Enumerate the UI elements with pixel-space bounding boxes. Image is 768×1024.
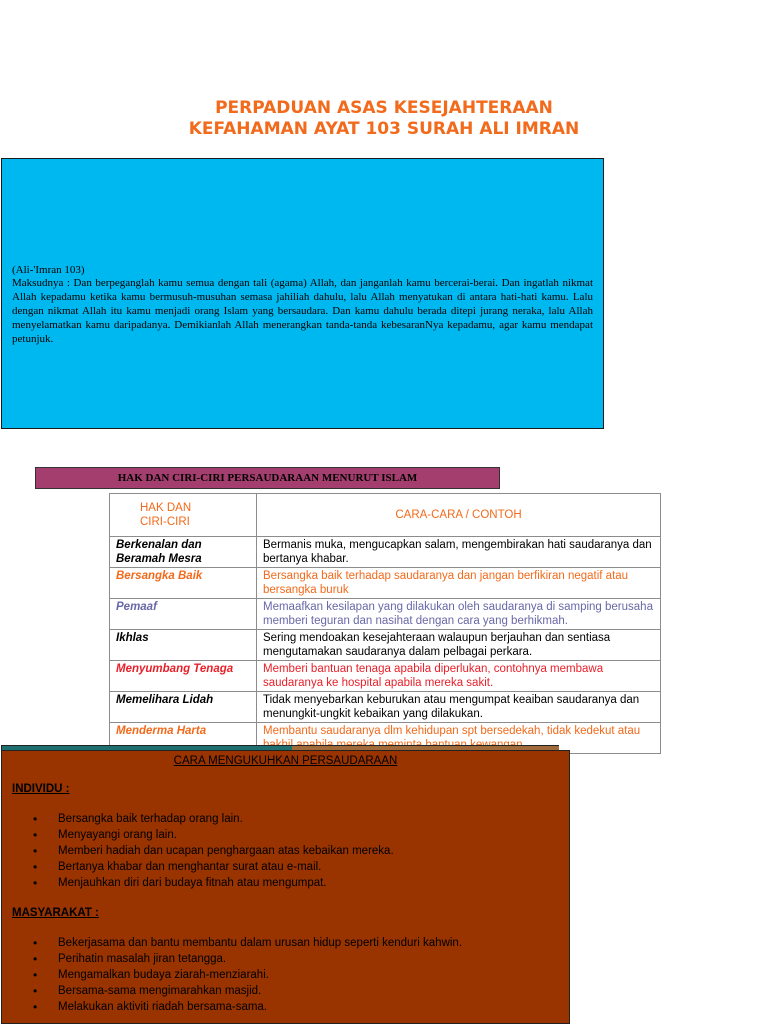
hak-desc-cell: Sering mendoakan kesejahteraan walaupun berjauhan dan sentiasa mengutamakan saudaranya dalam pelbagai perkara. [257, 630, 661, 661]
hak-name-cell: Memelihara Lidah [110, 692, 257, 723]
cara-title: CARA MENGUKUHKAN PERSAUDARAAN [173, 755, 398, 767]
arabic-line-3 [12, 219, 593, 241]
masyarakat-list [12, 935, 559, 1015]
page-title [0, 98, 768, 140]
list-item: • Menyayangi orang lain. [58, 827, 559, 843]
verse-meaning: Maksudnya : Dan berpeganglah kamu semua dengan tali (agama) Allah, dan janganlah kamu bercerai-berai. Dan ingatlah nikmat Allah kepadamu ketika kamu bermusuh-musuhan semasa jahiliah dahulu, lalu Allah menyatukan di antara hati-hati kamu. Lalu dengan nikmat Allah itu kamu menjadi orang Islam yang bersaudara. Dan kamu dahulu berada ditepi jurang neraka, lalu Allah menyelamatkan kamu daripadanya. Demikianlah Allah menerangkan tanda-tanda kebesaranNya kepadamu, agar kamu mendapat petunjuk. [12, 277, 593, 345]
hak-name-cell: Bersangka Baik [110, 568, 257, 599]
hak-name-cell: Ikhlas [110, 630, 257, 661]
table-header-row [110, 494, 661, 537]
arabic-line-1 [12, 175, 593, 197]
individu-list [12, 811, 559, 891]
hak-desc-cell: Bersangka baik terhadap saudaranya dan jangan berfikiran negatif atau bersangka buruk [257, 568, 661, 599]
arabic-line-2 [12, 197, 593, 219]
header-cara: CARA-CARA / CONTOH [257, 494, 661, 537]
table-row [110, 630, 661, 661]
table-row [110, 661, 661, 692]
hak-desc-cell: Tidak menyebarkan keburukan atau mengumpat keaiban saudaranya dan menungkit-ungkit kebaikan yang dilakukan. [257, 692, 661, 723]
hak-table-body [110, 537, 661, 754]
list-item: • Melakukan aktiviti riadah bersama-sama. [58, 999, 559, 1015]
hak-table [109, 493, 661, 754]
table-row [110, 692, 661, 723]
verse-reference: (Ali-'Imran 103) [12, 264, 85, 276]
list-item: • Bekerjasama dan bantu membantu dalam urusan hidup seperti kenduri kahwin. [58, 935, 559, 951]
masyarakat-heading: MASYARAKAT : [12, 907, 99, 919]
hak-name-cell: Pemaaf [110, 599, 257, 630]
hak-desc-cell: Bermanis muka, mengucapkan salam, mengembirakan hati saudaranya dan bertanya khabar. [257, 537, 661, 568]
hak-name-cell: Menyumbang Tenaga [110, 661, 257, 692]
hak-name-cell: Menderma Harta [110, 723, 257, 754]
cara-box [1, 750, 570, 1024]
list-item: • Memberi hadiah dan ucapan penghargaan atas kebaikan mereka. [58, 843, 559, 859]
table-row [110, 568, 661, 599]
header-hak-text: HAK DAN CIRI-CIRI [140, 502, 192, 528]
table-row [110, 537, 661, 568]
list-item: • Bersama-sama mengimarahkan masjid. [58, 983, 559, 999]
list-item: • Menjauhkan diri dari budaya fitnah atau mengumpat. [58, 875, 559, 891]
hak-desc-cell: Memberi bantuan tenaga apabila diperlukan, contohnya membawa saudaranya ke hospital apabila mereka sakit. [257, 661, 661, 692]
title-line-1: PERPADUAN ASAS KESEJAHTERAAN [215, 98, 553, 118]
hak-desc-cell: Memaafkan kesilapan yang dilakukan oleh saudaranya di samping berusaha memberi teguran dan nasihat dengan cara yang berhikmah. [257, 599, 661, 630]
list-item: • Perihatin masalah jiran tetangga. [58, 951, 559, 967]
header-hak [110, 494, 257, 537]
table-row [110, 599, 661, 630]
hak-desc-cell: Membantu saudaranya dlm kehidupan spt bersedekah, tidak kedekut atau [257, 723, 661, 754]
verse-box [1, 158, 604, 429]
list-item: • Bersangka baik terhadap orang lain. [58, 811, 559, 827]
individu-heading: INDIVIDU : [12, 783, 70, 795]
list-item: • Bertanya khabar dan menghantar surat atau e-mail. [58, 859, 559, 875]
hak-banner: HAK DAN CIRI-CIRI PERSAUDARAAN MENURUT ISLAM [35, 467, 500, 489]
arabic-line-4 [12, 241, 593, 263]
hak-name-cell: Berkenalan dan Beramah Mesra [110, 537, 257, 568]
title-line-2: KEFAHAMAN AYAT 103 SURAH ALI IMRAN [188, 119, 580, 139]
list-item: • Mengamalkan budaya ziarah-menziarahi. [58, 967, 559, 983]
